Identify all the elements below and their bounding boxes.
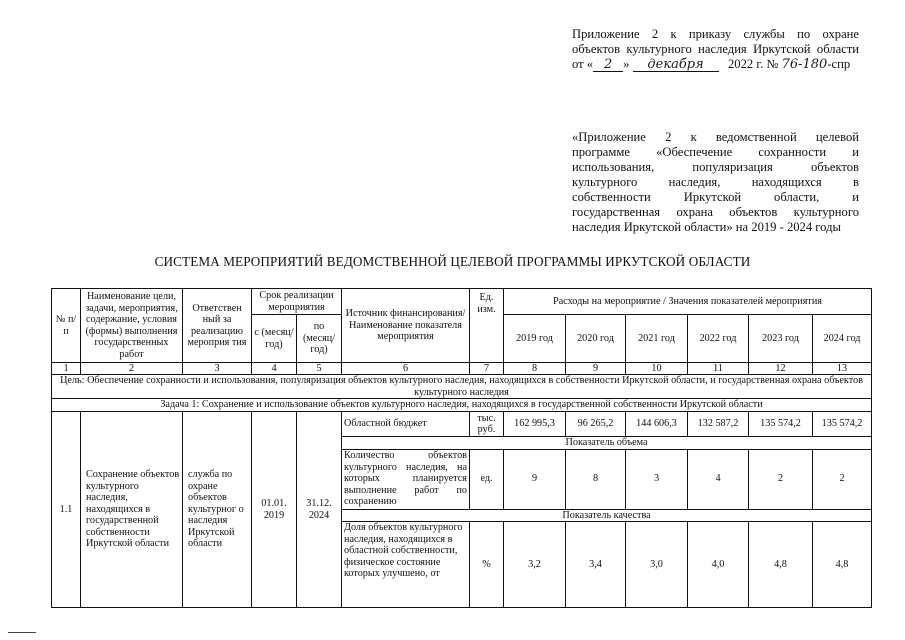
program-note-line-1: «Приложение 2 к ведомственной целевой (572, 130, 859, 144)
column-number: 3 (183, 363, 252, 375)
date-prefix: от « (572, 57, 594, 71)
header-year-2023: 2023 год (749, 315, 813, 363)
budget-value-2020: 96 265,2 (566, 412, 626, 437)
quality-value-2022: 4,0 (688, 522, 749, 608)
order-date-line (572, 57, 859, 72)
volume-value-2022: 4 (688, 449, 749, 509)
header-year-2020: 2020 год (566, 315, 626, 363)
column-number-row (52, 363, 872, 375)
header-unit: Ед. изм. (470, 289, 504, 363)
order-number-suffix: -спр (827, 57, 851, 71)
program-appendix-note (572, 130, 859, 235)
volume-value-2024: 2 (813, 449, 872, 509)
column-number: 5 (297, 363, 342, 375)
program-note-line-6: государственная охрана объектов культурного (572, 205, 859, 219)
budget-row (52, 412, 872, 437)
volume-source: Количество объектов культурного наследия, на которых планируется выполнение работ по сохранению (342, 449, 470, 509)
column-number: 2 (81, 363, 183, 375)
quality-indicator-label: Показатель качества (342, 509, 872, 522)
volume-indicator-label: Показатель объема (342, 437, 872, 450)
program-note-line-2: программе «Обеспечение сохранности и (572, 145, 859, 159)
header-source: Источник финансирования/ Наименование показателя мероприятия (342, 289, 470, 363)
header-num: № п/п (52, 289, 81, 363)
item-num: 1.1 (52, 412, 81, 608)
budget-value-2022: 132 587,2 (688, 412, 749, 437)
volume-value-2021: 3 (626, 449, 688, 509)
date-mid: » (623, 57, 630, 71)
header-to: по (месяц/ год) (297, 315, 342, 363)
quality-value-2021: 3,0 (626, 522, 688, 608)
order-month-handwritten: декабря (633, 58, 719, 72)
order-day-handwritten: 2 (593, 58, 623, 72)
order-appendix-note (572, 27, 859, 72)
volume-unit: ед. (470, 449, 504, 509)
header-period: Срок реализации мероприятия (252, 289, 342, 315)
column-number: 12 (749, 363, 813, 375)
item-responsible: служба по охране объектов культурног о наследия Иркутской области (183, 412, 252, 608)
budget-unit: тыс. руб. (470, 412, 504, 437)
column-number: 6 (342, 363, 470, 375)
goal-row (52, 375, 872, 399)
budget-value-2024: 135 574,2 (813, 412, 872, 437)
quality-value-2023: 4,8 (749, 522, 813, 608)
program-note-last-line: наследия Иркутской области» на 2019 - 2024 годы (572, 220, 841, 234)
budget-value-2019: 162 995,3 (504, 412, 566, 437)
column-number: 8 (504, 363, 566, 375)
item-name: Сохранение объектов культурного наследия, находящихся в государственной собственности Иркутской области (81, 412, 183, 608)
column-number: 10 (626, 363, 688, 375)
volume-value-2019: 9 (504, 449, 566, 509)
item-from: 01.01. 2019 (252, 412, 297, 608)
quality-unit: % (470, 522, 504, 608)
column-number: 4 (252, 363, 297, 375)
scan-artifact-line (8, 632, 36, 633)
volume-value-2020: 8 (566, 449, 626, 509)
task-row (52, 399, 872, 412)
budget-value-2021: 144 606,3 (626, 412, 688, 437)
goal-text: Цель: Обеспечение сохранности и использования, популяризация объектов культурного наследия, находящихся в собственности Иркутской области, и государственная охрана объектов культурного наследия (52, 375, 872, 399)
header-year-2019: 2019 год (504, 315, 566, 363)
budget-value-2023: 135 574,2 (749, 412, 813, 437)
budget-source: Областной бюджет (342, 412, 470, 437)
task-text: Задача 1: Сохранение и использование объектов культурного наследия, находящихся в государственной собственности Иркутской области (52, 399, 872, 412)
quality-value-2020: 3,4 (566, 522, 626, 608)
program-note-line-4: культурного наследия, находящихся в (572, 175, 859, 189)
measures-table (51, 288, 872, 608)
header-year-2021: 2021 год (626, 315, 688, 363)
volume-value-2023: 2 (749, 449, 813, 509)
header-from: с (месяц/ год) (252, 315, 297, 363)
order-number-handwritten: 76-180 (781, 57, 828, 72)
column-number: 1 (52, 363, 81, 375)
column-number: 13 (813, 363, 872, 375)
header-responsible: Ответствен ный за реализацию мероприя тия (183, 289, 252, 363)
header-year-2024: 2024 год (813, 315, 872, 363)
program-note-line-5: собственности Иркутской области, и (572, 190, 859, 204)
header-row-1 (52, 289, 872, 315)
quality-value-2019: 3,2 (504, 522, 566, 608)
quality-value-2024: 4,8 (813, 522, 872, 608)
order-note-line-2: объектов культурного наследия Иркутской области (572, 42, 859, 56)
order-note-line-1: Приложение 2 к приказу службы по охране (572, 27, 859, 41)
document-title: СИСТЕМА МЕРОПРИЯТИЙ ВЕДОМСТВЕННОЙ ЦЕЛЕВОЙ ПРОГРАММЫ ИРКУТСКОЙ ОБЛАСТИ (154, 254, 751, 269)
header-year-2022: 2022 год (688, 315, 749, 363)
column-number: 7 (470, 363, 504, 375)
column-number: 9 (566, 363, 626, 375)
program-note-line-3: использования, популяризация объектов (572, 160, 859, 174)
header-name: Наименование цели, задачи, мероприятия, содержание, условия (формы) выполнения государственных работ (81, 289, 183, 363)
item-to: 31.12. 2024 (297, 412, 342, 608)
order-year-text: 2022 г. № (728, 57, 779, 71)
quality-source: Доля объектов культурного наследия, находящихся в областной собственности, физическое состояние которых улучшено, от (342, 522, 470, 608)
header-expenses: Расходы на мероприятие / Значения показателей мероприятия (504, 289, 872, 315)
column-number: 11 (688, 363, 749, 375)
